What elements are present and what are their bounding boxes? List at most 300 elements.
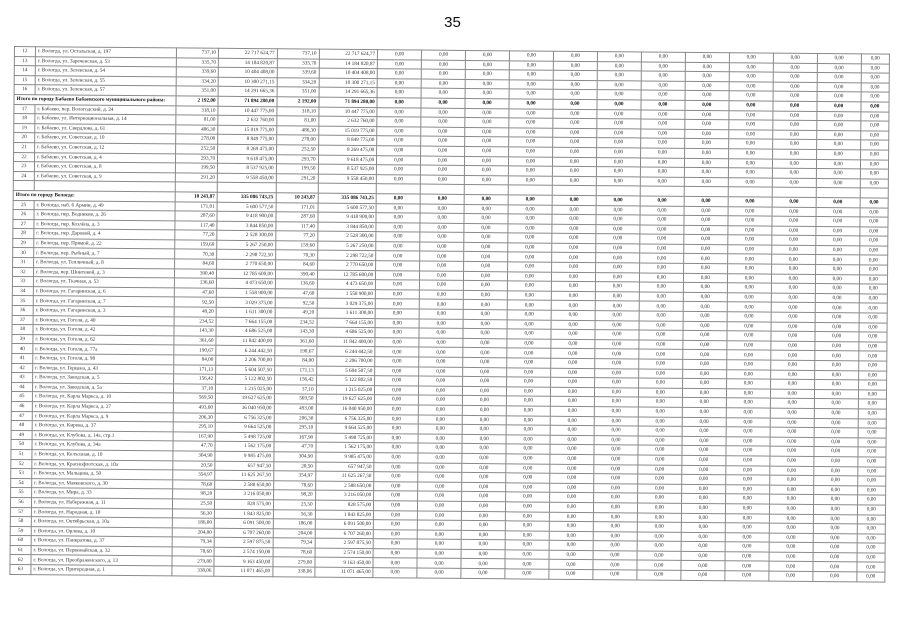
area-cell: 84,60 <box>275 260 317 270</box>
address-cell: г. Вологда, ул. Карла Маркса, д. 27 <box>32 402 173 413</box>
zero-value-cell: 0,00 <box>463 329 507 339</box>
zero-value-cell: 0,00 <box>550 454 594 464</box>
address-cell: г. Вологда, ул. Гоголя, д. 62 <box>33 334 174 345</box>
zero-value-cell: 0,00 <box>505 530 549 540</box>
zero-value-cell: 0,00 <box>462 434 506 444</box>
zero-value-cell: 0,00 <box>816 226 860 236</box>
cost-cell: 11 071 465,00 <box>314 567 373 577</box>
zero-value-cell: 0,00 <box>815 313 859 323</box>
zero-value-cell: 0,00 <box>551 329 595 339</box>
area-cell: 206,30 <box>173 412 215 422</box>
zero-value-cell: 0,00 <box>506 396 550 406</box>
zero-value-cell: 0,00 <box>418 415 462 425</box>
empty-cell <box>640 186 684 196</box>
cost-cell: 2 206 700,00 <box>316 356 375 366</box>
zero-value-cell: 0,00 <box>817 73 861 83</box>
zero-value-cell: 0,00 <box>418 501 462 511</box>
area-cell: 156,42 <box>174 374 216 384</box>
area-cell: 204,00 <box>273 528 315 538</box>
row-number-cell: 12 <box>14 47 35 57</box>
zero-value-cell: 0,00 <box>727 264 771 274</box>
area-cell: 171,01 <box>175 201 217 211</box>
zero-value-cell: 0,00 <box>507 367 551 377</box>
zero-value-cell: 0,00 <box>462 453 506 463</box>
zero-value-cell: 0,00 <box>375 309 419 319</box>
row-number-cell: 19 <box>14 123 35 133</box>
zero-value-cell: 0,00 <box>684 206 728 216</box>
zero-value-cell: 0,00 <box>772 197 816 207</box>
zero-value-cell: 0,00 <box>420 242 464 252</box>
zero-value-cell: 0,00 <box>596 253 640 263</box>
cost-cell: 2 588 650,00 <box>315 481 374 491</box>
zero-value-cell: 0,00 <box>817 111 861 121</box>
area-cell: 569,50 <box>274 394 316 404</box>
zero-value-cell: 0,00 <box>816 140 860 150</box>
cost-cell: 2 574 150,00 <box>315 548 374 558</box>
zero-value-cell: 0,00 <box>595 368 639 378</box>
zero-value-cell: 0,00 <box>639 340 683 350</box>
zero-value-cell: 0,00 <box>419 367 463 377</box>
row-number-cell: 20 <box>14 133 35 143</box>
area-cell: 81,00 <box>277 116 319 126</box>
zero-value-cell: 0,00 <box>550 483 594 493</box>
zero-value-cell: 0,00 <box>596 148 640 158</box>
zero-value-cell: 0,00 <box>640 148 684 158</box>
zero-value-cell: 0,00 <box>683 359 727 369</box>
zero-value-cell: 0,00 <box>462 463 506 473</box>
address-cell: г. Вологда, ул. Тепличный, д. 8 <box>33 258 174 269</box>
page-number: 35 <box>444 14 461 31</box>
zero-value-cell: 0,00 <box>773 53 817 63</box>
zero-value-cell: 0,00 <box>773 63 817 73</box>
zero-value-cell: 0,00 <box>771 283 815 293</box>
area-cell: 252,50 <box>176 144 218 154</box>
zero-value-cell: 0,00 <box>417 539 461 549</box>
zero-value-cell: 0,00 <box>595 282 639 292</box>
area-cell: 338,06 <box>273 567 315 577</box>
cost-cell: 22 717 624,77 <box>319 49 378 59</box>
address-cell: г. Вологда, ул. Гоголя, д. 77а <box>33 344 174 355</box>
zero-value-cell: 0,00 <box>595 320 639 330</box>
cost-cell: 5 600 577,50 <box>217 202 276 212</box>
zero-value-cell: 0,00 <box>418 482 462 492</box>
empty-cell <box>772 187 816 197</box>
zero-value-cell: 0,00 <box>858 447 886 457</box>
zero-value-cell: 0,00 <box>641 119 685 129</box>
area-cell: 334,20 <box>176 77 218 87</box>
address-cell: г. Бабаево, ул. Советская, д. 4 <box>34 152 175 163</box>
zero-value-cell: 0,00 <box>726 369 770 379</box>
zero-value-cell: 0,00 <box>860 227 888 237</box>
area-cell: 351,00 <box>176 86 218 96</box>
zero-value-cell: 0,00 <box>815 255 859 265</box>
zero-value-cell: 0,00 <box>726 408 770 418</box>
row-number-cell: 22 <box>13 152 34 162</box>
zero-value-cell: 0,00 <box>639 282 683 292</box>
zero-value-cell: 0,00 <box>465 60 509 70</box>
zero-value-cell: 0,00 <box>506 415 550 425</box>
zero-value-cell: 0,00 <box>725 504 769 514</box>
zero-value-cell: 0,00 <box>594 455 638 465</box>
zero-value-cell: 0,00 <box>813 476 857 486</box>
row-number-cell: 59 <box>10 526 31 536</box>
zero-value-cell: 0,00 <box>553 109 597 119</box>
zero-value-cell: 0,00 <box>462 482 506 492</box>
area-cell: 143,30 <box>174 326 216 336</box>
zero-value-cell: 0,00 <box>815 293 859 303</box>
zero-value-cell: 0,00 <box>374 424 418 434</box>
cost-cell: 11 842 400,00 <box>216 336 275 346</box>
zero-value-cell: 0,00 <box>770 360 814 370</box>
zero-value-cell: 0,00 <box>858 399 886 409</box>
row-number-cell: 31 <box>13 258 34 268</box>
zero-value-cell: 0,00 <box>462 444 506 454</box>
zero-value-cell: 0,00 <box>816 178 860 188</box>
zero-value-cell: 0,00 <box>376 261 420 271</box>
zero-value-cell: 0,00 <box>552 205 596 215</box>
zero-value-cell: 0,00 <box>769 562 813 572</box>
zero-value-cell: 0,00 <box>637 541 681 551</box>
zero-value-cell: 0,00 <box>638 417 682 427</box>
address-cell: г. Вологда, ул. Гагаринская, д. 7 <box>33 296 174 307</box>
zero-value-cell: 0,00 <box>509 89 553 99</box>
area-cell: 20,50 <box>173 460 215 470</box>
address-cell: г. Вологда, ул. Зеленская, д. 55 <box>35 75 176 86</box>
cost-cell: 2 574 150,00 <box>214 547 273 557</box>
zero-value-cell: 0,00 <box>551 281 595 291</box>
zero-value-cell: 0,00 <box>506 435 550 445</box>
row-number-cell: 21 <box>14 142 35 152</box>
address-cell: г. Вологда, ул. Герцена, д. 43 <box>33 363 174 374</box>
zero-value-cell: 0,00 <box>377 69 421 79</box>
zero-value-cell: 0,00 <box>419 319 463 329</box>
zero-value-cell: 0,00 <box>505 511 549 521</box>
zero-value-cell: 0,00 <box>641 90 685 100</box>
zero-value-cell: 0,00 <box>816 149 860 159</box>
address-cell: г. Вологда, пер. Рыбный, д. 7 <box>34 248 175 259</box>
zero-value-cell: 0,00 <box>641 110 685 120</box>
zero-value-cell: 0,00 <box>464 233 508 243</box>
cost-cell: 7 664 155,00 <box>216 317 275 327</box>
zero-value-cell: 0,00 <box>463 281 507 291</box>
zero-value-cell: 0,00 <box>417 520 461 530</box>
zero-value-cell: 0,00 <box>376 280 420 290</box>
zero-value-cell: 0,00 <box>462 405 506 415</box>
zero-value-cell: 0,00 <box>377 107 421 117</box>
zero-value-cell: 0,00 <box>726 446 770 456</box>
zero-value-cell: 0,00 <box>773 111 817 121</box>
zero-value-cell: 0,00 <box>463 348 507 358</box>
zero-value-cell: 0,00 <box>726 379 770 389</box>
cost-cell: 9 558 450,00 <box>318 174 377 184</box>
zero-value-cell: 0,00 <box>728 149 772 159</box>
cost-cell: 9 985 475,00 <box>215 451 274 461</box>
area-cell: 117,40 <box>175 221 217 231</box>
zero-value-cell: 0,00 <box>421 69 465 79</box>
zero-value-cell: 0,00 <box>727 283 771 293</box>
area-cell: 92,50 <box>275 298 317 308</box>
zero-value-cell: 0,00 <box>814 380 858 390</box>
zero-value-cell: 0,00 <box>813 543 857 553</box>
zero-value-cell: 0,00 <box>552 233 596 243</box>
zero-value-cell: 0,00 <box>859 265 887 275</box>
address-cell: г. Бабаево, ул. Свердлова, д. 61 <box>35 123 176 134</box>
zero-value-cell: 0,00 <box>857 495 885 505</box>
zero-value-cell: 0,00 <box>770 408 814 418</box>
area-cell: 25,50 <box>273 500 315 510</box>
zero-value-cell: 0,00 <box>728 139 772 149</box>
zero-value-cell: 0,00 <box>418 405 462 415</box>
zero-value-cell: 0,00 <box>727 293 771 303</box>
area-cell: 199,50 <box>276 164 318 174</box>
row-number-cell: 27 <box>13 219 34 229</box>
zero-value-cell: 0,00 <box>594 483 638 493</box>
address-cell: г. Вологда, ул. Краснофлотская, д. 10а <box>32 459 173 470</box>
zero-value-cell: 0,00 <box>505 540 549 550</box>
zero-value-cell: 0,00 <box>860 159 888 169</box>
zero-value-cell: 0,00 <box>727 302 771 312</box>
area-cell: 278,00 <box>276 135 318 145</box>
zero-value-cell: 0,00 <box>727 331 771 341</box>
zero-value-cell: 0,00 <box>683 292 727 302</box>
zero-value-cell: 0,00 <box>725 532 769 542</box>
zero-value-cell: 0,00 <box>726 360 770 370</box>
zero-value-cell: 0,00 <box>857 476 885 486</box>
zero-value-cell: 0,00 <box>681 551 725 561</box>
cost-cell: 5 604 507,50 <box>316 366 375 376</box>
zero-value-cell: 0,00 <box>771 255 815 265</box>
empty-cell <box>420 184 464 194</box>
cost-cell: 5 122 802,50 <box>316 375 375 385</box>
zero-value-cell: 0,00 <box>378 50 422 60</box>
area-cell: 361,60 <box>174 336 216 346</box>
cost-cell: 8 269 475,00 <box>318 145 377 155</box>
zero-value-cell: 0,00 <box>681 503 725 513</box>
zero-value-cell: 0,00 <box>376 270 420 280</box>
cost-cell: 6 756 325,00 <box>316 414 375 424</box>
zero-value-cell: 0,00 <box>377 146 421 156</box>
empty-cell <box>464 185 508 195</box>
cost-cell: 2 528 300,00 <box>217 231 276 241</box>
area-cell: 295,10 <box>173 422 215 432</box>
zero-value-cell: 0,00 <box>856 572 884 582</box>
row-number-cell: 60 <box>10 536 31 546</box>
zero-value-cell: 0,00 <box>464 204 508 214</box>
zero-value-cell: 0,00 <box>551 358 595 368</box>
cost-cell: 3 844 850,00 <box>217 221 276 231</box>
zero-value-cell: 0,00 <box>640 215 684 225</box>
zero-value-cell: 0,00 <box>684 196 728 206</box>
cost-cell: 1 843 825,00 <box>315 510 374 520</box>
zero-value-cell: 0,00 <box>638 464 682 474</box>
zero-value-cell: 0,00 <box>465 118 509 128</box>
zero-value-cell: 0,00 <box>550 387 594 397</box>
zero-value-cell: 0,00 <box>463 377 507 387</box>
cost-cell: 657 947,50 <box>315 462 374 472</box>
section-label-cell: Итого по городу Бабаево Бабаевского муниципального района: <box>14 94 176 105</box>
zero-value-cell: 0,00 <box>465 70 509 80</box>
zero-value-cell: 0,00 <box>814 428 858 438</box>
zero-value-cell: 0,00 <box>727 350 771 360</box>
zero-value-cell: 0,00 <box>507 329 551 339</box>
zero-value-cell: 0,00 <box>461 568 505 578</box>
area-cell: 78,60 <box>273 548 315 558</box>
empty-cell <box>508 185 552 195</box>
zero-value-cell: 0,00 <box>509 147 553 157</box>
row-number-cell: 24 <box>13 171 34 181</box>
row-number-cell: 40 <box>12 344 33 354</box>
cost-cell: 4 473 650,00 <box>317 279 376 289</box>
zero-value-cell: 0,00 <box>639 349 683 359</box>
zero-value-cell: 0,00 <box>813 485 857 495</box>
zero-value-cell: 0,00 <box>421 79 465 89</box>
zero-value-cell: 0,00 <box>505 569 549 579</box>
area-cell: 20,50 <box>273 461 315 471</box>
area-cell: 304,90 <box>173 451 215 461</box>
row-number-cell: 44 <box>11 382 32 392</box>
zero-value-cell: 0,00 <box>463 309 507 319</box>
zero-value-cell: 0,00 <box>725 552 769 562</box>
zero-value-cell: 0,00 <box>595 330 639 340</box>
zero-value-cell: 0,00 <box>376 242 420 252</box>
cost-cell: 2 528 300,00 <box>317 231 376 241</box>
zero-value-cell: 0,00 <box>725 494 769 504</box>
area-cell: 47,70 <box>173 441 215 451</box>
cost-cell: 9 985 475,00 <box>315 452 374 462</box>
zero-value-cell: 0,00 <box>641 52 685 62</box>
zero-value-cell: 0,00 <box>373 549 417 559</box>
zero-value-cell: 0,00 <box>858 438 886 448</box>
area-cell: 78,60 <box>173 480 215 490</box>
zero-value-cell: 0,00 <box>419 347 463 357</box>
row-number-cell: 62 <box>10 555 31 565</box>
zero-value-cell: 0,00 <box>726 456 770 466</box>
cost-cell: 9 618 475,00 <box>318 155 377 165</box>
zero-value-cell: 0,00 <box>771 331 815 341</box>
zero-value-cell: 0,00 <box>685 120 729 130</box>
zero-value-cell: 0,00 <box>596 215 640 225</box>
zero-value-cell: 0,00 <box>595 359 639 369</box>
cost-cell: 2 770 650,00 <box>317 260 376 270</box>
zero-value-cell: 0,00 <box>552 157 596 167</box>
zero-value-cell: 0,00 <box>685 52 729 62</box>
zero-value-cell: 0,00 <box>640 177 684 187</box>
zero-value-cell: 0,00 <box>462 425 506 435</box>
zero-value-cell: 0,00 <box>860 140 888 150</box>
address-cell: г. Вологда, ул. Народная, д. 10 <box>31 507 172 518</box>
zero-value-cell: 0,00 <box>641 62 685 72</box>
cost-cell: 5 267 250,00 <box>317 241 376 251</box>
zero-value-cell: 0,00 <box>726 398 770 408</box>
zero-value-cell: 0,00 <box>859 284 887 294</box>
zero-value-cell: 0,00 <box>769 475 813 485</box>
zero-value-cell: 0,00 <box>638 426 682 436</box>
zero-value-cell: 0,00 <box>550 473 594 483</box>
area-cell: 47,60 <box>175 288 217 298</box>
zero-value-cell: 0,00 <box>549 521 593 531</box>
zero-value-cell: 0,00 <box>728 197 772 207</box>
zero-value-cell: 0,00 <box>419 357 463 367</box>
zero-value-cell: 0,00 <box>857 514 885 524</box>
zero-value-cell: 0,00 <box>683 331 727 341</box>
zero-value-cell: 0,00 <box>772 216 816 226</box>
zero-value-cell: 0,00 <box>505 559 549 569</box>
area-cell: 318,10 <box>176 105 218 115</box>
zero-value-cell: 0,00 <box>773 72 817 82</box>
zero-value-cell: 0,00 <box>638 388 682 398</box>
zero-value-cell: 0,00 <box>421 98 465 108</box>
area-cell: 56,30 <box>173 508 215 518</box>
row-number-cell: 42 <box>12 363 33 373</box>
zero-value-cell: 0,00 <box>593 502 637 512</box>
zero-value-cell: 0,00 <box>769 485 813 495</box>
zero-value-cell: 0,00 <box>726 417 770 427</box>
area-cell: 167,90 <box>274 433 316 443</box>
zero-value-cell: 0,00 <box>860 121 888 131</box>
zero-value-cell: 0,00 <box>814 437 858 447</box>
zero-value-cell: 0,00 <box>857 466 885 476</box>
zero-value-cell: 0,00 <box>377 117 421 127</box>
zero-value-cell: 0,00 <box>597 71 641 81</box>
cost-cell: 16 040 950,00 <box>215 403 274 413</box>
zero-value-cell: 0,00 <box>418 453 462 463</box>
zero-value-cell: 0,00 <box>682 398 726 408</box>
zero-value-cell: 0,00 <box>685 62 729 72</box>
area-cell: 10 243,87 <box>276 193 318 203</box>
cost-cell: 8 849 775,00 <box>318 136 377 146</box>
zero-value-cell: 0,00 <box>507 310 551 320</box>
zero-value-cell: 0,00 <box>817 92 861 102</box>
zero-value-cell: 0,00 <box>640 196 684 206</box>
address-cell: г. Вологда, ул. Карла Маркса, д. 10 <box>32 392 173 403</box>
zero-value-cell: 0,00 <box>595 272 639 282</box>
cost-cell: 3 844 850,00 <box>317 222 376 232</box>
zero-value-cell: 0,00 <box>376 203 420 213</box>
zero-value-cell: 0,00 <box>463 386 507 396</box>
zero-value-cell: 0,00 <box>465 98 509 108</box>
zero-value-cell: 0,00 <box>374 501 418 511</box>
zero-value-cell: 0,00 <box>729 91 773 101</box>
zero-value-cell: 0,00 <box>813 504 857 514</box>
zero-value-cell: 0,00 <box>465 146 509 156</box>
area-cell: 84,00 <box>174 355 216 365</box>
zero-value-cell: 0,00 <box>683 283 727 293</box>
zero-value-cell: 0,00 <box>551 368 595 378</box>
zero-value-cell: 0,00 <box>861 73 889 83</box>
empty-cell <box>175 182 217 192</box>
zero-value-cell: 0,00 <box>681 561 725 571</box>
zero-value-cell: 0,00 <box>550 425 594 435</box>
cost-cell: 9 664 525,00 <box>215 422 274 432</box>
row-number-cell: 13 <box>14 56 35 66</box>
zero-value-cell: 0,00 <box>638 397 682 407</box>
zero-value-cell: 0,00 <box>553 90 597 100</box>
zero-value-cell: 0,00 <box>816 121 860 131</box>
area-cell: 186,00 <box>273 519 315 529</box>
area-cell: 79,34 <box>273 538 315 548</box>
zero-value-cell: 0,00 <box>508 224 552 234</box>
area-cell: 98,20 <box>273 490 315 500</box>
cost-cell: 14 291 665,36 <box>218 87 277 97</box>
zero-value-cell: 0,00 <box>462 396 506 406</box>
zero-value-cell: 0,00 <box>550 493 594 503</box>
zero-value-cell: 0,00 <box>375 357 419 367</box>
zero-value-cell: 0,00 <box>465 137 509 147</box>
zero-value-cell: 0,00 <box>506 406 550 416</box>
zero-value-cell: 0,00 <box>508 214 552 224</box>
area-cell: 351,00 <box>277 87 319 97</box>
zero-value-cell: 0,00 <box>772 130 816 140</box>
